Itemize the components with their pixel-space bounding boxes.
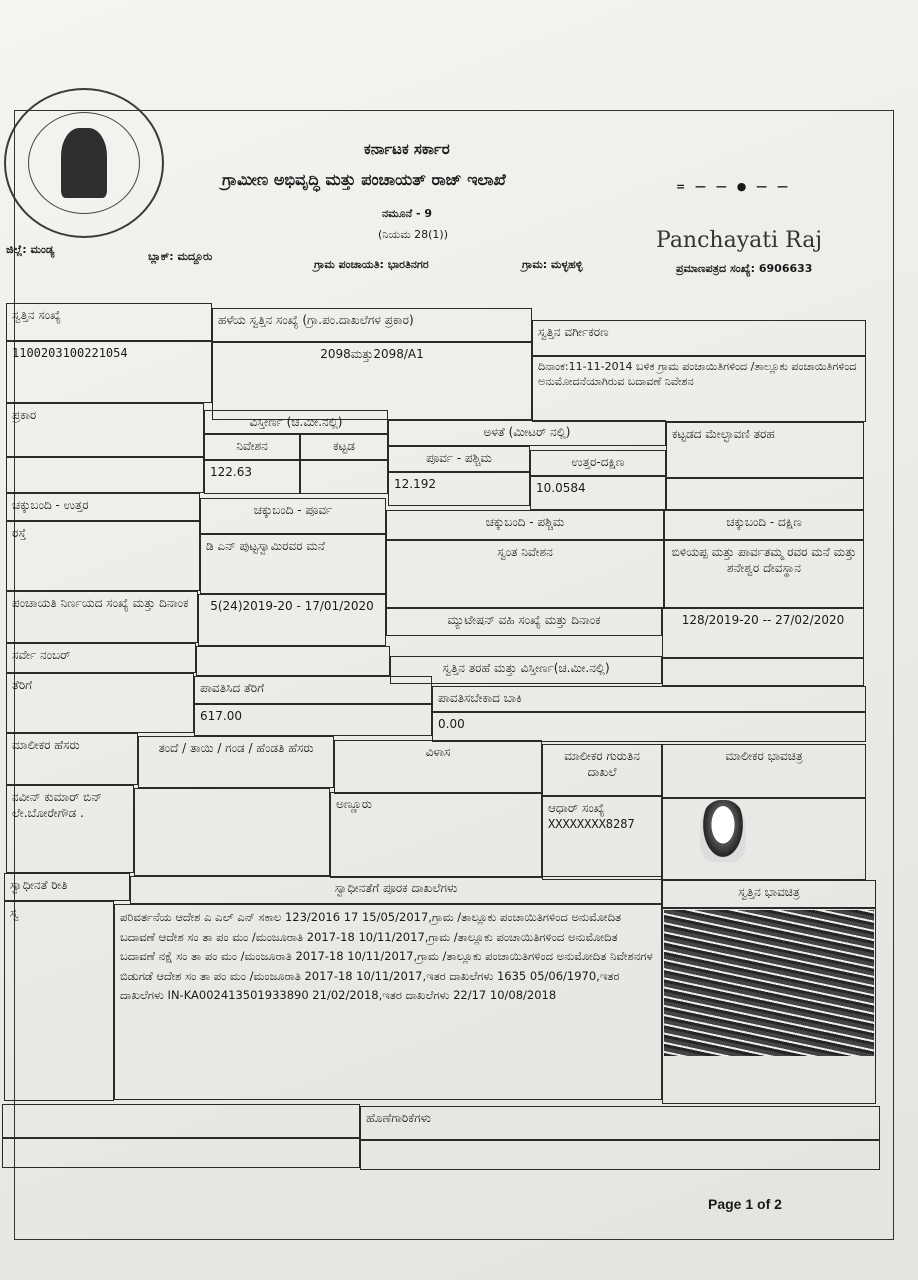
building-label: ಕಟ್ಟಡ — [300, 434, 388, 460]
block: ಬ್ಲಾಕ್: ಮದ್ದೂರು — [148, 250, 213, 263]
west-boundary-value: ಸ್ವಂತ ನಿವೇಶನ — [386, 540, 664, 608]
type-value — [6, 457, 204, 493]
south-boundary-label: ಚಕ್ಕುಬಂದಿ - ದಕ್ಷಿಣ — [664, 510, 864, 540]
site-label: ನಿವೇಶನ — [204, 434, 300, 460]
survey-number-value — [196, 646, 390, 676]
classification-label: ಸ್ವತ್ತಿನ ವರ್ಗೀಕರಣ — [532, 320, 866, 356]
property-id-label: ಸ್ವತ್ತಿನ ಸಂಖ್ಯೆ — [6, 303, 212, 341]
property-id-value: 1100203100221054 — [6, 341, 212, 403]
north-boundary-value: ರಸ್ತೆ — [6, 521, 200, 591]
roof-type-label: ಕಟ್ಟಡದ ಮೇಲ್ಛಾವಣಿ ತರಹ — [666, 422, 864, 478]
tax-due-value: 0.00 — [432, 712, 866, 742]
liabilities-value — [360, 1140, 880, 1170]
property-photo-label: ಸ್ವತ್ತಿನ ಭಾವಚಿತ್ರ — [662, 880, 876, 908]
government-title: ಕರ್ನಾಟಕ ಸರ್ಕಾರ — [364, 140, 450, 158]
type-and-area-label: ಸ್ವತ್ತಿನ ತರಹೆ ಮತ್ತು ವಿಸ್ತೀರ್ಣ(ಚ.ಮೀ.ನಲ್ಲಿ) — [390, 656, 662, 684]
supporting-docs-value: ಪರಿವರ್ತನೆಯ ಆದೇಶ ಎ ಎಲ್ ಎನ್ ಸಕಾಲ 123/2016 17 15/05/2017,ಗ್ರಾಮ /ತಾಲ್ಲೂಕು ಪಂಚಾಯಿತಿಗಳಿಂದ ಅನುಮೋದಿತ ಬದಾವಣೆ ಆದೇಶ ಸಂ ತಾ ಪಂ ಮಂ /ಮಂಜೂರಾತಿ 2017-18 10/11/2017,ಗ್ರಾಮ /ತಾಲ್ಲೂಕು ಪಂಚಾಯಿತಿಗಳಿಂದ ಅನುಮೋದಿತ ಬದಾವಣೆ ನಕ್ಷೆ ಸಂ ತಾ ಪಂ ಮಂ /ಮಂಜೂರಾತಿ 2017-18 10/11/2017,ಗ್ರಾಮ /ತಾಲ್ಲೂಕು ಪಂಚಾಯಿತಿಗಳಿಂದ ಅನುಮೋದಿತ ನಿವೇಶನಗಳ ಬಿಡುಗಡೆ ಆದೇಶ ಸಂ ತಾ ಪಂ ಮಂ /ಮಂಜೂರಾತಿ 2017-18 10/11/2017,ಇತರ ದಾಖಲೆಗಳು 1635 05/06/1970,ಇತರ ದಾಖಲೆಗಳು IN-KA002413501933890 21/02/2018,ಇತರ ದಾಖಲೆಗಳು 22/17 10/08/2018 — [114, 904, 662, 1100]
roof-type-value — [666, 478, 864, 510]
north-boundary-label: ಚಕ್ಕುಬಂದಿ - ಉತ್ತರ — [6, 493, 200, 521]
east-boundary-label: ಚಕ್ಕುಬಂದಿ - ಪೂರ್ವ — [200, 498, 386, 534]
acquisition-mode-label: ಸ್ವಾಧೀನತೆ ರೀತಿ — [4, 873, 130, 901]
site-area-value: 122.63 — [204, 460, 300, 494]
gp-resolution-value: 5(24)2019-20 - 17/01/2020 — [198, 594, 386, 646]
page-number: Page 1 of 2 — [708, 1196, 782, 1212]
department-title: ಗ್ರಾಮೀಣ ಅಭಿವೃದ್ಧಿ ಮತ್ತು ಪಂಚಾಯತ್ ರಾಜ್ ಇಲಾಖೆ — [222, 170, 506, 189]
aadhaar-label: ಆಧಾರ್ ಸಂಖ್ಯೆ — [548, 801, 605, 815]
south-boundary-value: ಬಿಳಿಯಪ್ಪ ಮತ್ತು ಪಾರ್ವತಮ್ಮ ರವರ ಮನೆ ಮತ್ತು ಶನೇಶ್ವರ ದೇವಸ್ಥಾನ — [664, 540, 864, 608]
reference-redacted: = — — ● — — — [676, 180, 791, 193]
classification-value: ದಿನಾಂಕ:11-11-2014 ಬಳಿಕ ಗ್ರಾಮ ಪಂಚಾಯಿತಿಗಳಿಂದ /ತಾಲ್ಲೂಕು ಪಂಚಾಯಿತಿಗಳಿಂದ ಅನುಮೋದನೆಯಾಗಿರುವ ಬದಾವಣೆ ನಿವೇಶನ — [532, 356, 866, 422]
tax-paid-label: ಪಾವತಿಸಿದ ತೆರಿಗೆ — [194, 676, 432, 704]
survey-number-label: ಸರ್ವೇ ನಂಬರ್ — [6, 643, 196, 673]
parent-name-label: ತಂದೆ / ತಾಯಿ / ಗಂಡ / ಹೆಂಡತಿ ಹೆಸರು — [138, 736, 334, 788]
mutation-value: 128/2019-20 -- 27/02/2020 — [662, 608, 864, 658]
owner-id-label: ಮಾಲೀಕರ ಗುರುತಿನ ದಾಖಲೆ — [542, 744, 662, 796]
east-west-label: ಪೂರ್ವ - ಪಶ್ಚಿಮ — [388, 446, 530, 472]
type-and-area-value — [662, 658, 864, 686]
area-label: ವಿಸ್ತೀರ್ಣ (ಚ.ಮೀ.ನಲ್ಲಿ) — [204, 410, 388, 434]
owner-photo-label: ಮಾಲೀಕರ ಭಾವಚಿತ್ರ — [662, 744, 866, 798]
owner-name-label: ಮಾಲೀಕರ ಹೆಸರು — [6, 733, 138, 785]
gram-panchayat: ಗ್ರಾಮ ಪಂಚಾಯತಿ: ಭಾರತಿನಗರ — [314, 258, 429, 271]
certificate-number: ಪ್ರಮಾಣಪತ್ರದ ಸಂಖ್ಯೆ: 6906633 — [676, 262, 813, 275]
liabilities-blank-left — [2, 1104, 360, 1138]
address-label: ವಿಳಾಸ — [334, 740, 542, 794]
form-number: ನಮೂನೆ - 9 — [382, 207, 433, 220]
aadhaar-value: XXXXXXXX8287 — [548, 817, 635, 832]
address-value: ಅಣ್ಣೂರು — [330, 792, 542, 878]
village: ಗ್ರಾಮ: ಮಳ್ಳಹಳ್ಳಿ — [522, 258, 583, 271]
panchayati-raj-stamp: Panchayati Raj — [656, 228, 823, 253]
liabilities-label: ಹೊಣೆಗಾರಿಕೆಗಳು — [360, 1106, 880, 1140]
west-boundary-label: ಚಕ್ಕುಬಂದಿ - ಪಶ್ಚಿಮ — [386, 510, 664, 540]
type-label: ಪ್ರಕಾರ — [6, 403, 204, 457]
supporting-docs-label: ಸ್ವಾಧೀನತೆಗೆ ಪೂರಕ ದಾಖಲೆಗಳು — [130, 876, 662, 904]
owner-photo — [700, 800, 746, 862]
dimensions-label: ಅಳತೆ (ಮೀಟರ್ ನಲ್ಲಿ) — [388, 420, 666, 446]
north-south-value: 10.0584 — [530, 476, 666, 510]
owner-name-value: ನವೀನ್ ಕುಮಾರ್ ಬಿನ್ ಲೇ.ಬೋರೇಗೌಡ . — [6, 785, 134, 873]
north-south-label: ಉತ್ತರ-ದಕ್ಷಿಣ — [530, 450, 666, 476]
tax-label: ತೆರಿಗೆ — [6, 673, 194, 733]
tax-due-label: ಪಾವತಿಸಬೇಕಾದ ಬಾಕಿ — [432, 686, 866, 712]
tax-paid-value: 617.00 — [194, 704, 432, 736]
old-property-no-value: 2098ಮತ್ತು2098/A1 — [212, 342, 532, 420]
parent-name-value — [134, 788, 330, 876]
aadhaar-cell — [542, 796, 662, 880]
owner-photo-cell — [662, 798, 866, 880]
east-boundary-value: ಡಿ ಎನ್ ಪುಟ್ಟಸ್ವಾಮಿರವರ ಮನೆ — [200, 534, 386, 594]
building-area-value — [300, 460, 388, 494]
property-photo — [664, 910, 874, 1056]
rule-number: (ನಿಯಮ 28(1)) — [378, 228, 449, 241]
gp-resolution-label: ಪಂಚಾಯತಿ ನಿರ್ಣಯದ ಸಂಖ್ಯೆ ಮತ್ತು ದಿನಾಂಕ — [6, 591, 198, 643]
liabilities-value-left — [2, 1138, 360, 1168]
acquisition-mode-value: ಸ್ವ — [4, 901, 114, 1101]
mutation-label: ಮ್ಯುಟೇಷನ್ ವಹಿ ಸಂಖ್ಯೆ ಮತ್ತು ದಿನಾಂಕ — [386, 608, 662, 636]
east-west-value: 12.192 — [388, 472, 530, 506]
old-property-no-label: ಹಳೆಯ ಸ್ವತ್ತಿನ ಸಂಖ್ಯೆ (ಗ್ರಾ.ಪಂ.ದಾಖಲೆಗಳ ಪ್ರಕಾರ) — [212, 308, 532, 342]
district: ಜಿಲ್ಲೆ: ಮಂಡ್ಯ — [6, 243, 55, 256]
